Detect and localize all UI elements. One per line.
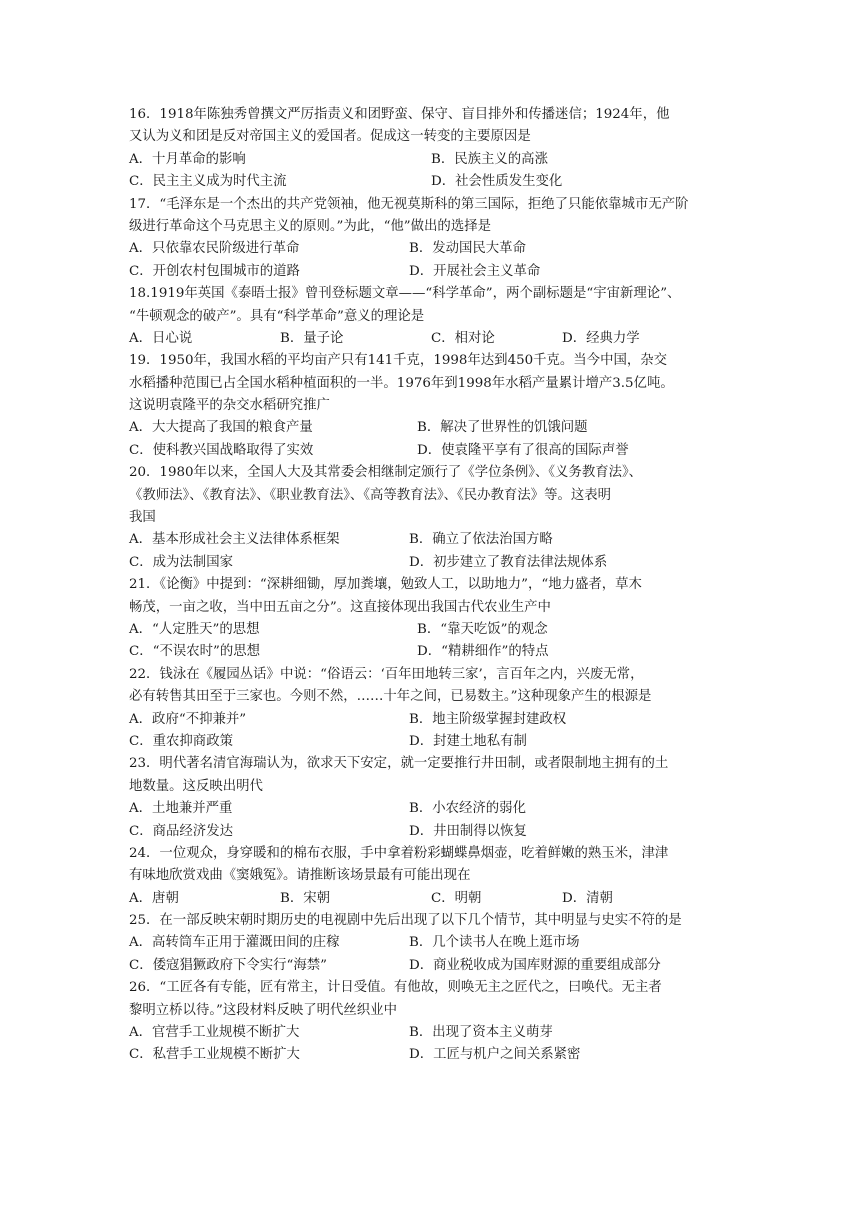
option-b[interactable]: B．几个读书人在晚上逛市场 — [409, 935, 580, 951]
question-20 — [129, 462, 733, 574]
option-row — [129, 1022, 733, 1044]
question-stem-line: 19．1950年，我国水稻的平均亩产只有141千克，1998年达到450千克。当今中国，杂交 — [129, 353, 668, 369]
option-b[interactable]: B．宋朝 — [280, 890, 331, 906]
option-row — [129, 171, 733, 193]
question-18 — [129, 283, 733, 350]
option-a[interactable]: A．官营手工业规模不断扩大 — [129, 1025, 300, 1041]
question-stem-line: 这说明袁隆平的杂交水稻研究推广 — [129, 398, 330, 414]
option-c[interactable]: C．开创农村包围城市的道路 — [129, 263, 300, 279]
option-d[interactable]: D．经典力学 — [562, 330, 640, 346]
option-d[interactable]: D．商业税收成为国库财源的重要组成部分 — [409, 957, 661, 973]
question-stem-line: 黎明立桥以待。”这段材料反映了明代丝织业中 — [129, 1002, 397, 1018]
option-a[interactable]: A．基本形成社会主义法律体系框架 — [129, 532, 340, 548]
question-stem-line: 畅茂，一亩之收，当中田五亩之分”。这直接体现出我国古代农业生产中 — [129, 599, 551, 615]
option-b[interactable]: B．解决了世界性的饥饿问题 — [417, 420, 588, 436]
option-a[interactable]: A．高转筒车正用于灌溉田间的庄稼 — [129, 935, 340, 951]
option-row — [129, 238, 733, 260]
option-a[interactable]: A．大大提高了我国的粮食产量 — [129, 420, 313, 436]
question-25 — [129, 910, 733, 977]
exam-page — [129, 104, 733, 1067]
question-stem-line: 18.1919年英国《泰晤士报》曾刊登标题文章——“科学革命”，两个副标题是“宇宙新理论”、 — [129, 286, 681, 302]
option-a[interactable]: A．土地兼并严重 — [129, 801, 233, 817]
option-c[interactable]: C．民主主义成为时代主流 — [129, 174, 287, 190]
question-stem-line: 《教师法》、《教育法》、《职业教育法》、《高等教育法》、《民办教育法》等。这表明 — [129, 487, 612, 503]
option-a[interactable]: A．十月革命的影响 — [129, 151, 246, 167]
option-b[interactable]: B．民族主义的高涨 — [431, 151, 548, 167]
option-c[interactable]: C．商品经济发达 — [129, 823, 233, 839]
option-a[interactable]: A．只依靠农民阶级进行革命 — [129, 241, 300, 257]
option-d[interactable]: D．开展社会主义革命 — [409, 263, 541, 279]
option-c[interactable]: C．“不误农时”的思想 — [129, 644, 261, 660]
option-row — [129, 731, 733, 753]
option-d[interactable]: D．初步建立了教育法律法规体系 — [409, 554, 608, 570]
option-c[interactable]: C．重农抑商政策 — [129, 733, 233, 749]
option-d[interactable]: D．井田制得以恢复 — [409, 823, 527, 839]
question-17 — [129, 194, 733, 284]
option-row — [129, 261, 733, 283]
question-stem-line: 水稻播种范围已占全国水稻种植面积的一半。1976年到1998年水稻产量累计增产3.5亿吨。 — [129, 375, 674, 391]
question-stem-line: 有味地欣赏戏曲《窦娥冤》。请推断该场景最有可能出现在 — [129, 868, 471, 884]
question-26 — [129, 977, 733, 1067]
question-stem-line: 22．钱泳在《履园丛话》中说：“俗语云：‘百年田地转三家’，言百年之内，兴废无常， — [129, 666, 644, 682]
option-b[interactable]: B．量子论 — [280, 330, 344, 346]
option-d[interactable]: D．“精耕细作”的特点 — [417, 644, 549, 660]
option-a[interactable]: A．政府“不抑兼并” — [129, 711, 247, 727]
option-row — [129, 417, 733, 439]
option-a[interactable]: A．日心说 — [129, 330, 193, 346]
question-stem-line: 又认为义和团是反对帝国主义的爱国者。促成这一转变的主要原因是 — [129, 129, 531, 145]
option-d[interactable]: D．封建土地私有制 — [409, 733, 527, 749]
question-22 — [129, 664, 733, 754]
question-stem-line: 地数量。这反映出明代 — [129, 778, 263, 794]
option-row — [129, 709, 733, 731]
question-23 — [129, 753, 733, 843]
question-stem-line: 24．一位观众，身穿暖和的棉布衣服，手中拿着粉彩蝴蝶鼻烟壶，吃着鲜嫩的熟玉米，津津 — [129, 845, 669, 861]
option-d[interactable]: D．使袁隆平享有了很高的国际声誉 — [417, 442, 629, 458]
option-row — [129, 821, 733, 843]
option-a[interactable]: A．唐朝 — [129, 890, 179, 906]
option-d[interactable]: D．社会性质发生变化 — [431, 174, 563, 190]
question-stem-line: 级进行革命这个马克思主义的原则。”为此，“他”做出的选择是 — [129, 218, 491, 234]
question-16 — [129, 104, 733, 194]
question-stem-line: 必有转售其田至于三家也。今则不然，……十年之间，已易数主。”这种现象产生的根源是 — [129, 689, 652, 705]
option-b[interactable]: B．确立了依法治国方略 — [409, 532, 553, 548]
option-row — [129, 798, 733, 820]
question-19 — [129, 350, 733, 462]
question-stem-line: 23．明代著名清官海瑞认为，欲求天下安定，就一定要推行井田制，或者限制地主拥有的土 — [129, 756, 669, 772]
question-stem-line: 25．在一部反映宋朝时期历史的电视剧中先后出现了以下几个情节，其中明显与史实不符的是 — [129, 913, 682, 929]
option-row — [129, 932, 733, 954]
question-stem-line: 我国 — [129, 510, 156, 526]
option-c[interactable]: C．相对论 — [431, 330, 495, 346]
option-c[interactable]: C．明朝 — [431, 890, 482, 906]
question-stem-line: 16．1918年陈独秀曾撰文严厉指责义和团野蛮、保守、盲目排外和传播迷信；1924年，他 — [129, 107, 670, 122]
option-row — [129, 1044, 733, 1066]
option-b[interactable]: B．地主阶级掌握封建政权 — [409, 711, 567, 727]
option-a[interactable]: A．“人定胜天”的思想 — [129, 621, 260, 637]
option-c[interactable]: C．倭寇猖獗政府下令实行“海禁” — [129, 957, 328, 973]
option-row — [129, 955, 733, 977]
option-row — [129, 328, 733, 350]
option-row — [129, 888, 733, 910]
option-d[interactable]: D．工匠与机户之间关系紧密 — [409, 1047, 581, 1063]
option-d[interactable]: D．清朝 — [562, 890, 613, 906]
option-c[interactable]: C．使科教兴国战略取得了实效 — [129, 442, 314, 458]
option-c[interactable]: C．成为法制国家 — [129, 554, 233, 570]
option-row — [129, 619, 733, 641]
option-row — [129, 440, 733, 462]
option-row — [129, 552, 733, 574]
question-21 — [129, 574, 733, 664]
question-24 — [129, 843, 733, 910]
question-stem-line: 17．“毛泽东是一个杰出的共产党领袖，他无视莫斯科的第三国际，拒绝了只能依靠城市无产阶 — [129, 196, 689, 212]
option-b[interactable]: B．“靠天吃饭”的观念 — [417, 621, 548, 637]
question-stem-line: “牛顿观念的破产”。具有“科学革命”意义的理论是 — [129, 308, 425, 324]
option-row — [129, 149, 733, 171]
option-c[interactable]: C．私营手工业规模不断扩大 — [129, 1047, 300, 1063]
question-stem-line: 20．1980年以来，全国人大及其常委会相继制定颁行了《学位条例》、《义务教育法》、 — [129, 465, 643, 481]
option-b[interactable]: B．发动国民大革命 — [409, 241, 526, 257]
question-stem-line: 21．《论衡》中提到：“深耕细锄，厚加粪壤，勉致人工，以助地力”，“地力盛者，草木 — [129, 577, 642, 593]
option-b[interactable]: B．出现了资本主义萌芽 — [409, 1025, 553, 1041]
question-stem-line: 26．“工匠各有专能，匠有常主，计日受值。有他故，则唤无主之匠代之，曰唤代。无主者 — [129, 980, 662, 996]
option-row — [129, 641, 733, 663]
option-b[interactable]: B．小农经济的弱化 — [409, 801, 526, 817]
option-row — [129, 529, 733, 551]
